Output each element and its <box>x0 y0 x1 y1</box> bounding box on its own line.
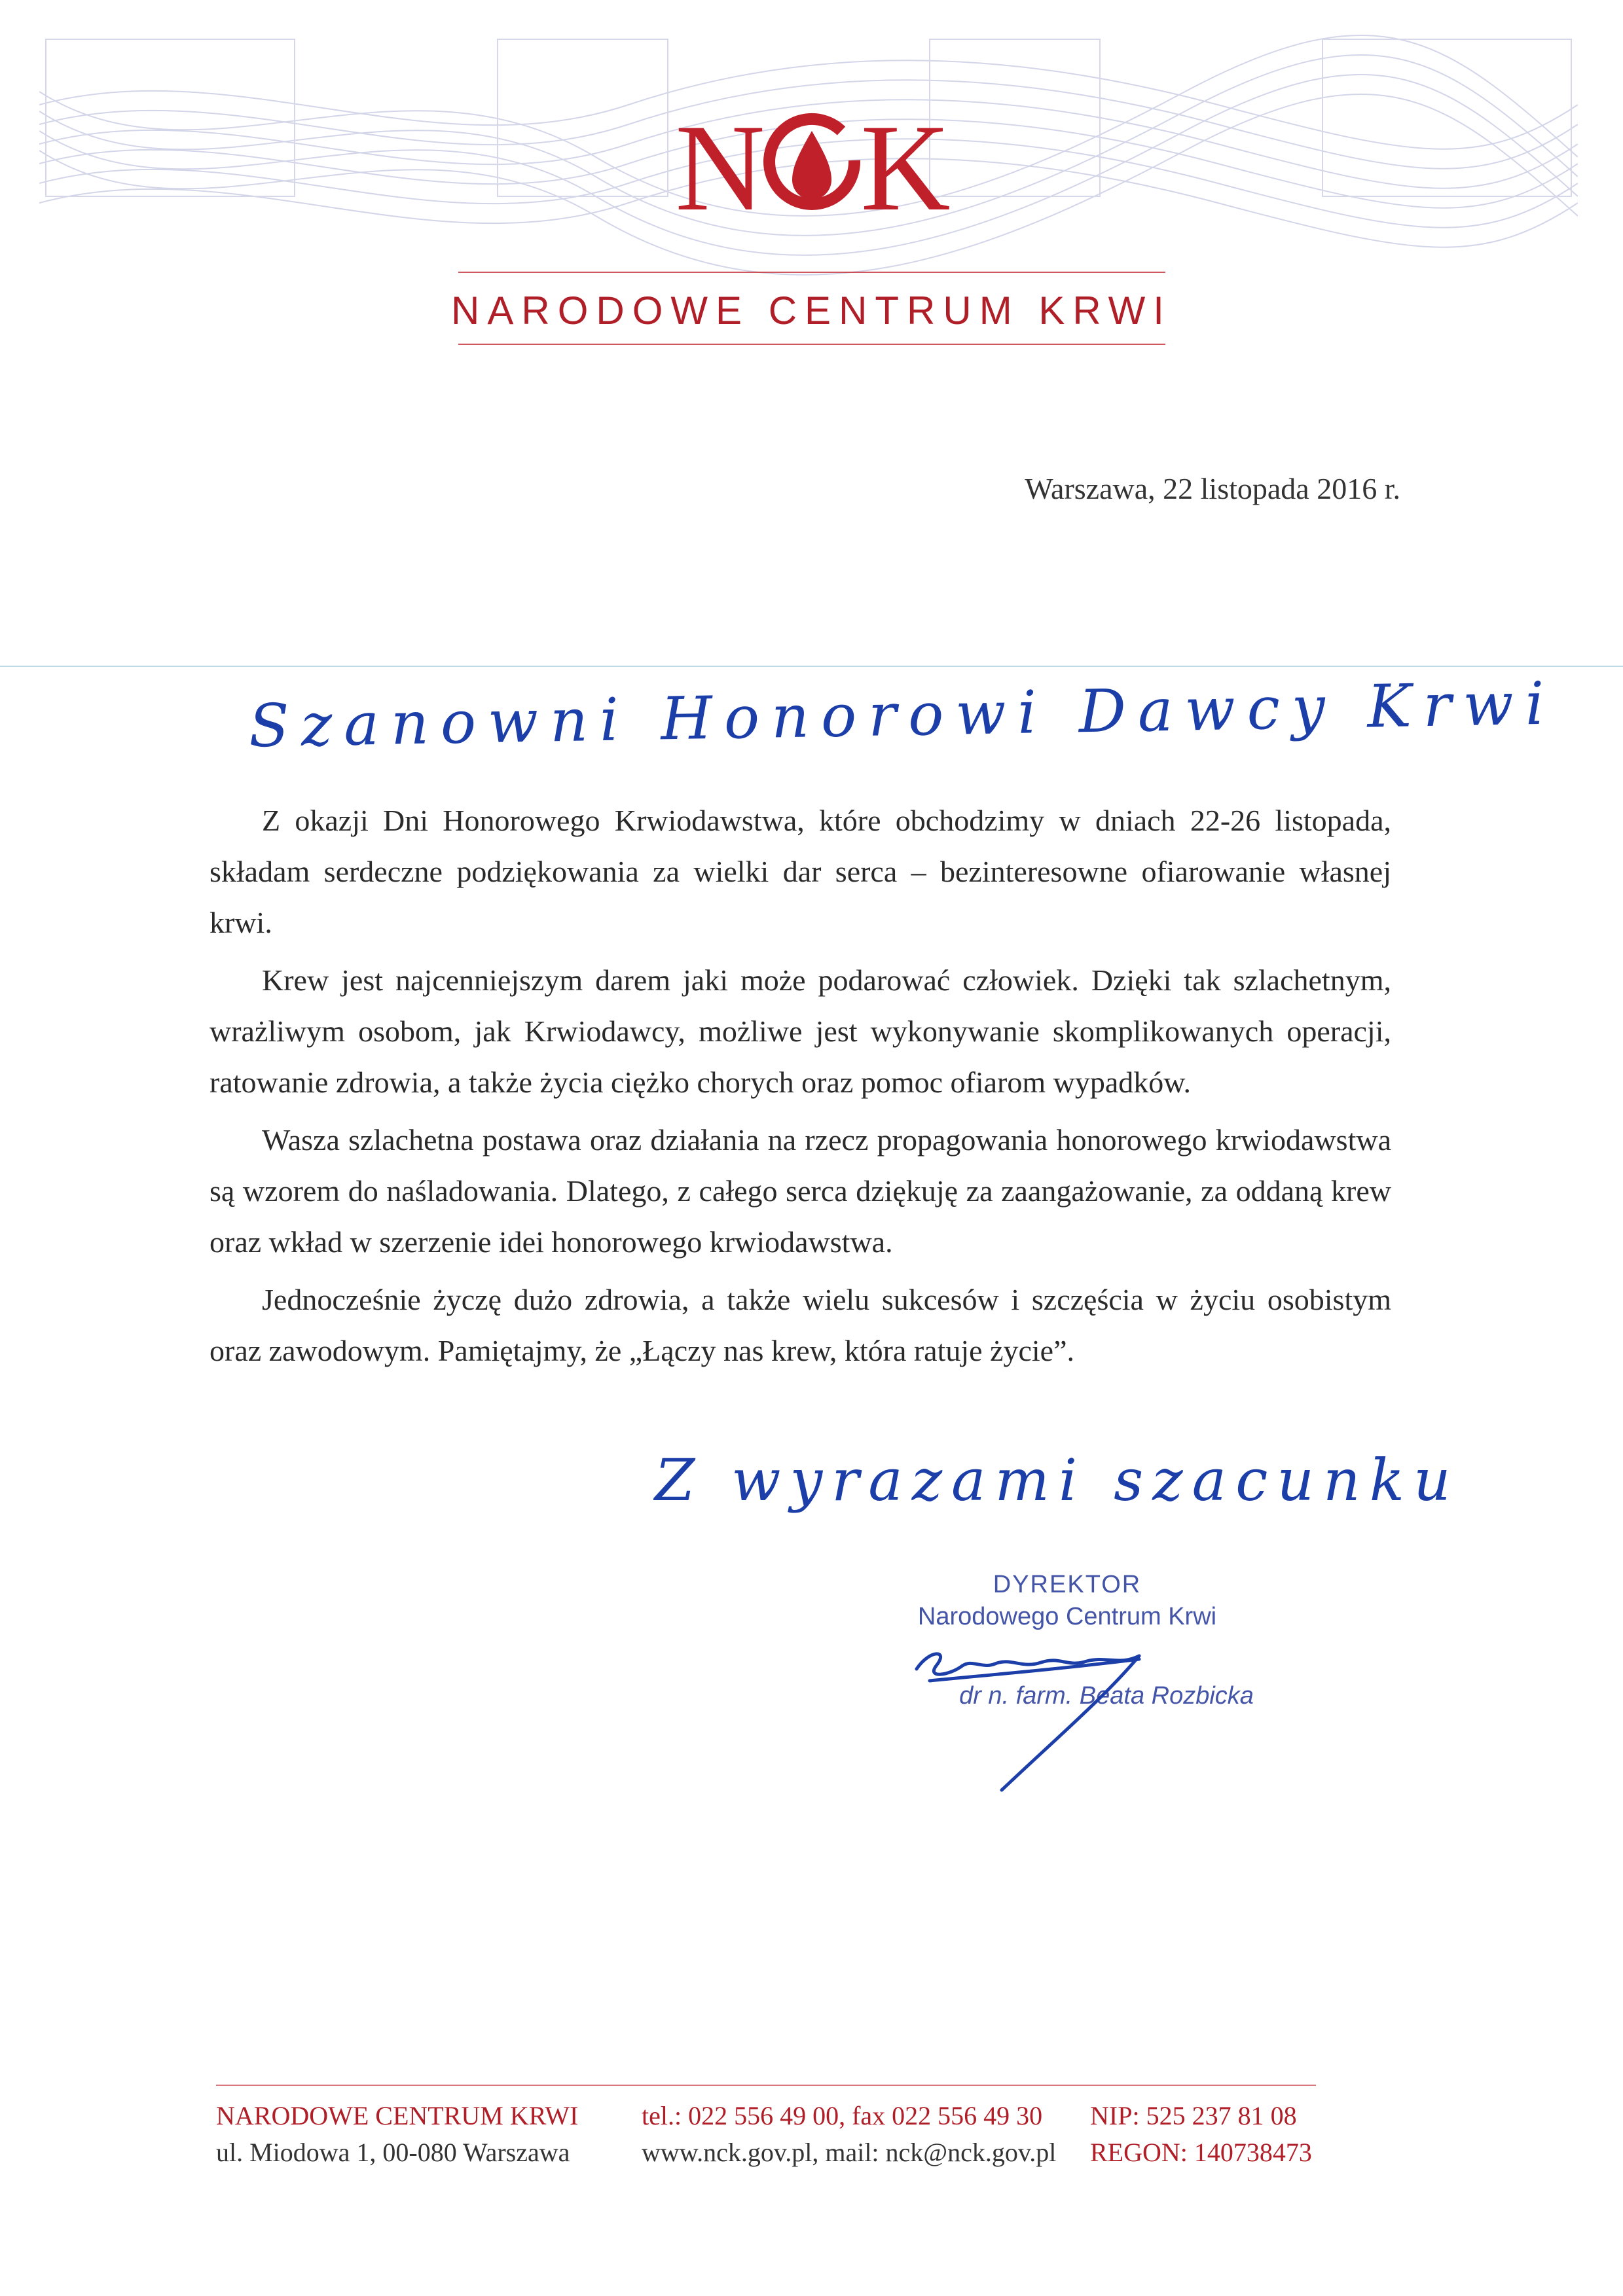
footer-regon: REGON: 140738473 <box>1090 2138 1312 2167</box>
blood-drop-icon <box>763 105 861 219</box>
letter-body <box>210 795 1391 1383</box>
stamp-unit: Narodowego Centrum Krwi <box>917 1603 1217 1630</box>
paragraph: Krew jest najcenniejszym darem jaki może podarować człowiek. Dzięki tak szlachetnym, wrażliwym osobom, jak Krwiodawcy, możliwe jest wykonywanie skomplikowanych operacji, ratowanie zdrowia, a także życia ciężko chorych oraz pomoc ofiarom wypadków. <box>210 963 1391 1099</box>
footer-contact <box>642 2098 1056 2171</box>
logo-text: N <box>675 99 763 237</box>
letter-date: Warszawa, 22 listopada 2016 r. <box>1025 472 1400 505</box>
closing-handwritten: Z wyrazami szacunku <box>655 1446 1460 1514</box>
scan-divider <box>0 666 1623 667</box>
handwritten-signature <box>890 1630 1231 1793</box>
paragraph: Wasza szlachetna postawa oraz działania na rzecz propagowania honorowego krwiodawstwa są wzorem do naśladowania. Dlatego, z całego serca dziękuję za zaangażowanie, za oddaną krew oraz wkład w szerzenie idei honorowego krwiodawstwa. <box>210 1123 1391 1259</box>
footer-address <box>216 2098 578 2171</box>
salutation-handwritten: Szanowni Honorowi Dawcy Krwi <box>248 669 1557 761</box>
footer-street: ul. Miodowa 1, 00-080 Warszawa <box>216 2138 570 2167</box>
footer-nip: NIP: 525 237 81 08 <box>1090 2101 1297 2130</box>
header-rule-bottom <box>458 344 1165 345</box>
footer-rule <box>216 2085 1316 2086</box>
footer-web[interactable]: www.nck.gov.pl, mail: nck@nck.gov.pl <box>642 2138 1057 2167</box>
stamp-title: DYREKTOR <box>993 1571 1142 1598</box>
footer-org-name: NARODOWE CENTRUM KRWI <box>216 2101 579 2130</box>
stamp-person: dr n. farm. Beata Rozbicka <box>959 1682 1254 1710</box>
paragraph: Z okazji Dni Honorowego Krwiodawstwa, które obchodzimy w dniach 22-26 listopada, składam serdeczne podziękowania za wielki dar serca – bezinteresowne ofiarowanie własnej krwi. <box>210 804 1391 939</box>
header-rule-top <box>458 272 1165 273</box>
nck-logo: N K <box>675 99 948 237</box>
footer-phone: tel.: 022 556 49 00, fax 022 556 49 30 <box>642 2101 1043 2130</box>
paragraph: Jednocześnie życzę dużo zdrowia, a także wielu sukcesów i szczęścia w życiu osobistym oraz zawodowym. Pamiętajmy, że „Łączy nas krew, która ratuje życie”. <box>210 1283 1391 1367</box>
organization-name: NARODOWE CENTRUM KRWI <box>451 289 1172 332</box>
footer-ids <box>1090 2098 1312 2171</box>
